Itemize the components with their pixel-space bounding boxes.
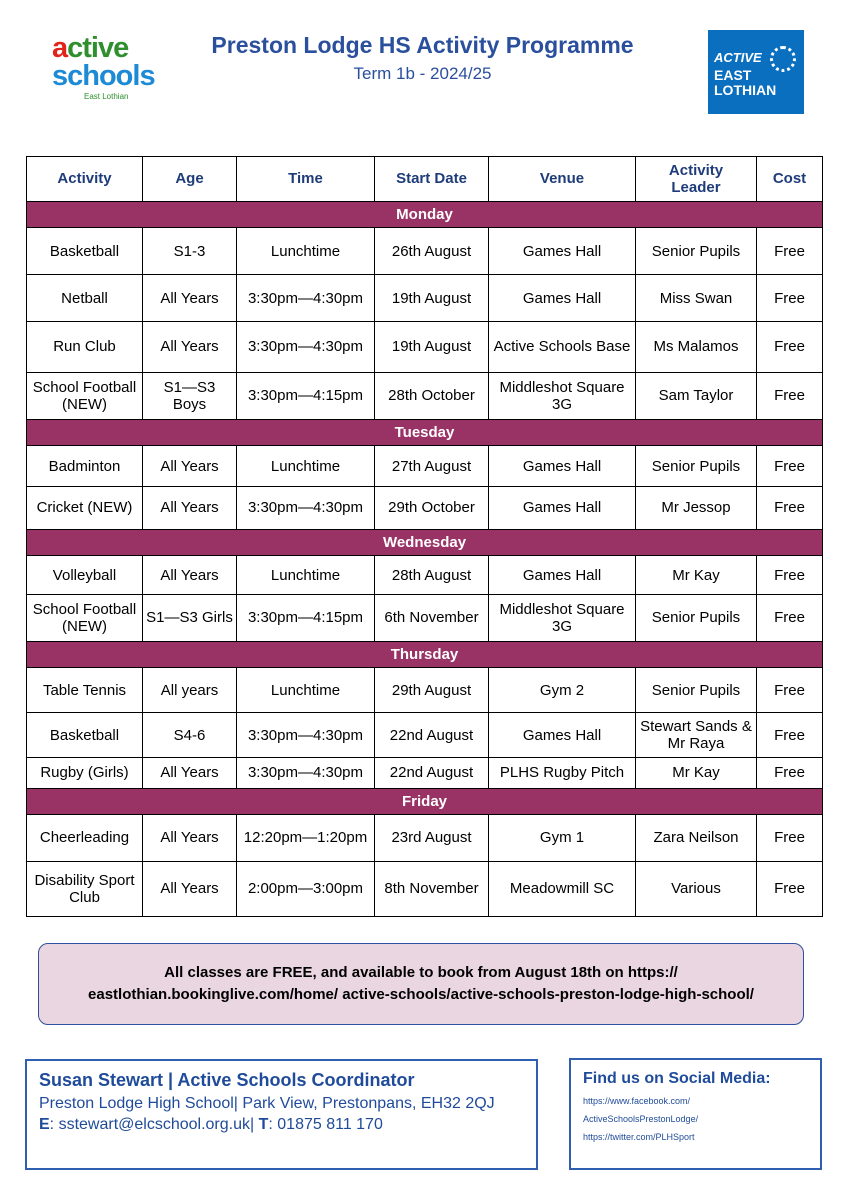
table-cell: PLHS Rugby Pitch xyxy=(489,757,636,788)
day-label: Thursday xyxy=(27,641,823,667)
table-cell: All Years xyxy=(143,275,237,322)
table-cell: Zara Neilson xyxy=(636,815,757,862)
contact-details: E: sstewart@elcschool.org.uk| T: 01875 811 170 xyxy=(39,1116,383,1133)
table-cell: Games Hall xyxy=(489,556,636,595)
table-cell: Free xyxy=(757,228,823,275)
table-cell: Games Hall xyxy=(489,713,636,758)
table-cell: Free xyxy=(757,595,823,642)
table-cell: Games Hall xyxy=(489,275,636,322)
table-cell: Middleshot Square 3G xyxy=(489,595,636,642)
table-cell: All Years xyxy=(143,815,237,862)
table-cell: Ms Malamos xyxy=(636,322,757,373)
table-cell: Miss Swan xyxy=(636,275,757,322)
table-cell: Free xyxy=(757,372,823,419)
social-heading: Find us on Social Media: xyxy=(583,1070,771,1087)
day-label: Wednesday xyxy=(27,529,823,555)
booking-notice: All classes are FREE, and available to book from August 18th on https:// eastlothian.bookinglive.com/home/ active-schools/active-schools-preston-lodge-high-school/ xyxy=(38,943,804,1025)
day-label: Tuesday xyxy=(27,419,823,445)
day-label: Monday xyxy=(27,201,823,227)
table-cell: 2:00pm—3:00pm xyxy=(237,861,375,916)
table-cell: Sam Taylor xyxy=(636,372,757,419)
table-cell: Run Club xyxy=(27,322,143,373)
table-row xyxy=(27,275,823,322)
social-media-box xyxy=(569,1058,822,1170)
table-row xyxy=(27,446,823,487)
table-cell: 3:30pm—4:30pm xyxy=(237,713,375,758)
day-label: Friday xyxy=(27,788,823,814)
table-cell: 3:30pm—4:15pm xyxy=(237,595,375,642)
table-cell: Senior Pupils xyxy=(636,668,757,713)
table-cell: Badminton xyxy=(27,446,143,487)
table-cell: Lunchtime xyxy=(237,228,375,275)
contact-phone: : 01875 811 170 xyxy=(268,1116,383,1133)
page-subtitle: Term 1b - 2024/25 xyxy=(353,64,492,83)
table-cell: Lunchtime xyxy=(237,446,375,487)
contact-name: Susan Stewart | Active Schools Coordinator xyxy=(39,1070,415,1090)
table-row xyxy=(27,372,823,419)
table-row xyxy=(27,322,823,373)
table-cell: Meadowmill SC xyxy=(489,861,636,916)
table-cell: All Years xyxy=(143,861,237,916)
activity-table xyxy=(26,156,823,917)
table-cell: All Years xyxy=(143,757,237,788)
table-cell: All Years xyxy=(143,446,237,487)
col-header: Age xyxy=(143,157,237,202)
table-row xyxy=(27,713,823,758)
table-row xyxy=(27,757,823,788)
table-cell: 19th August xyxy=(375,322,489,373)
table-cell: 3:30pm—4:30pm xyxy=(237,487,375,530)
table-cell: 3:30pm—4:15pm xyxy=(237,372,375,419)
table-cell: 3:30pm—4:30pm xyxy=(237,275,375,322)
table-cell: Active Schools Base xyxy=(489,322,636,373)
table-cell: Stewart Sands & Mr Raya xyxy=(636,713,757,758)
table-cell: Senior Pupils xyxy=(636,595,757,642)
table-cell: 23rd August xyxy=(375,815,489,862)
table-cell: 12:20pm—1:20pm xyxy=(237,815,375,862)
table-cell: 6th November xyxy=(375,595,489,642)
table-cell: All Years xyxy=(143,556,237,595)
table-cell: Rugby (Girls) xyxy=(27,757,143,788)
col-header: Cost xyxy=(757,157,823,202)
day-row-friday xyxy=(27,788,823,814)
col-header: Time xyxy=(237,157,375,202)
table-row xyxy=(27,861,823,916)
table-cell: All Years xyxy=(143,487,237,530)
table-cell: Free xyxy=(757,757,823,788)
table-row xyxy=(27,815,823,862)
table-cell: 29th October xyxy=(375,487,489,530)
table-cell: Free xyxy=(757,668,823,713)
table-row xyxy=(27,487,823,530)
table-cell: School Football (NEW) xyxy=(27,595,143,642)
col-header: Venue xyxy=(489,157,636,202)
table-cell: All Years xyxy=(143,322,237,373)
table-cell: Lunchtime xyxy=(237,556,375,595)
active-east-lothian-logo: ACTIVE EAST LOTHIAN xyxy=(708,30,804,114)
facebook-link[interactable]: https://www.facebook.com/ xyxy=(583,1096,691,1106)
table-cell: Basketball xyxy=(27,713,143,758)
table-cell: Free xyxy=(757,322,823,373)
facebook-link-cont[interactable]: ActiveSchoolsPrestonLodge/ xyxy=(583,1114,699,1124)
table-cell: Mr Kay xyxy=(636,757,757,788)
table-row xyxy=(27,595,823,642)
day-row-wednesday xyxy=(27,529,823,555)
table-cell: Free xyxy=(757,861,823,916)
table-cell: Cheerleading xyxy=(27,815,143,862)
table-row xyxy=(27,556,823,595)
table-cell: 28th August xyxy=(375,556,489,595)
contact-address: Preston Lodge High School| Park View, Prestonpans, EH32 2QJ xyxy=(39,1095,495,1112)
table-cell: Free xyxy=(757,446,823,487)
table-cell: Cricket (NEW) xyxy=(27,487,143,530)
table-cell: 27th August xyxy=(375,446,489,487)
table-cell: Mr Jessop xyxy=(636,487,757,530)
table-cell: Various xyxy=(636,861,757,916)
table-cell: S4-6 xyxy=(143,713,237,758)
twitter-link[interactable]: https://twitter.com/PLHSport xyxy=(583,1132,695,1142)
table-cell: Mr Kay xyxy=(636,556,757,595)
page-title: Preston Lodge HS Activity Programme xyxy=(211,32,634,58)
table-cell: Games Hall xyxy=(489,487,636,530)
table-cell: 22nd August xyxy=(375,713,489,758)
table-cell: Senior Pupils xyxy=(636,228,757,275)
table-cell: 29th August xyxy=(375,668,489,713)
table-row xyxy=(27,668,823,713)
table-cell: Free xyxy=(757,815,823,862)
day-row-monday xyxy=(27,201,823,227)
table-cell: Gym 1 xyxy=(489,815,636,862)
active-schools-logo: active schools East Lothian xyxy=(52,32,155,101)
table-cell: Free xyxy=(757,487,823,530)
table-cell: Games Hall xyxy=(489,228,636,275)
contact-box xyxy=(25,1059,538,1170)
table-cell: 22nd August xyxy=(375,757,489,788)
table-cell: Games Hall xyxy=(489,446,636,487)
table-cell: 3:30pm—4:30pm xyxy=(237,757,375,788)
table-cell: Middleshot Square 3G xyxy=(489,372,636,419)
day-row-thursday xyxy=(27,641,823,667)
table-cell: School Football (NEW) xyxy=(27,372,143,419)
table-header-row xyxy=(27,157,823,202)
table-cell: 19th August xyxy=(375,275,489,322)
col-header: Start Date xyxy=(375,157,489,202)
col-header: Activity xyxy=(27,157,143,202)
table-cell: 3:30pm—4:30pm xyxy=(237,322,375,373)
table-cell: Table Tennis xyxy=(27,668,143,713)
table-cell: Netball xyxy=(27,275,143,322)
table-cell: Gym 2 xyxy=(489,668,636,713)
table-cell: All years xyxy=(143,668,237,713)
table-row xyxy=(27,228,823,275)
table-cell: Senior Pupils xyxy=(636,446,757,487)
table-cell: 8th November xyxy=(375,861,489,916)
day-row-tuesday xyxy=(27,419,823,445)
table-cell: Volleyball xyxy=(27,556,143,595)
table-cell: Free xyxy=(757,713,823,758)
table-cell: Basketball xyxy=(27,228,143,275)
table-cell: Disability Sport Club xyxy=(27,861,143,916)
table-cell: S1—S3 Boys xyxy=(143,372,237,419)
col-header: Activity Leader xyxy=(636,157,757,202)
table-cell: Free xyxy=(757,556,823,595)
table-cell: 26th August xyxy=(375,228,489,275)
table-cell: Lunchtime xyxy=(237,668,375,713)
table-cell: S1—S3 Girls xyxy=(143,595,237,642)
table-cell: Free xyxy=(757,275,823,322)
table-cell: S1-3 xyxy=(143,228,237,275)
contact-email[interactable]: : sstewart@elcschool.org.uk| xyxy=(49,1116,259,1133)
table-cell: 28th October xyxy=(375,372,489,419)
